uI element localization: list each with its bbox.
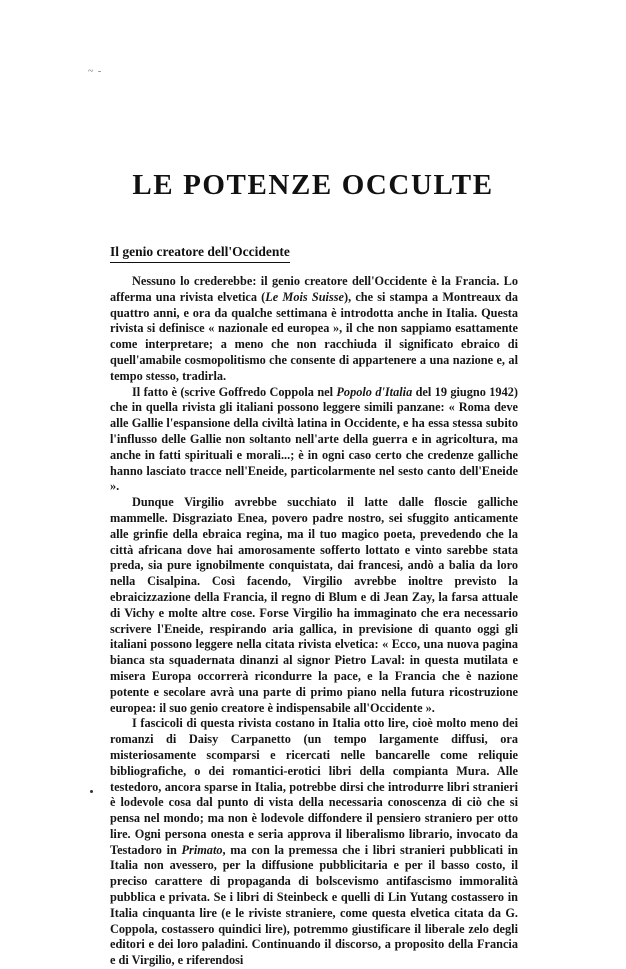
paragraph-2 [110,385,518,496]
italic-title-text: Primato [181,842,223,857]
corner-mark: ~ - [88,66,103,77]
paragraph-text: Dunque Virgilio avrebbe succhiato il latte dalle floscie galliche mammelle. Disgraziato Enea, povero padre nostro, sei sfuggito anticamente alle grinfie della ebraica regina, ma il tuo magico poeta, prevedendo che la città africana dove hai amorosamente sofferto lottato e vinto sarebbe stata preda, sia pure ignobilmente conquistata, dai francesi, andò a balia da loro nella Cisalpina. Così facendo, Virgilio avrebbe inoltre previsto la ebraicizzazione della Francia, il regno di Blum e di Jean Zay, la farsa attuale di Vichy e molte altre cose. Forse Virgilio ha immaginato che era necessario scrivere l'Eneide, respirando aria gallica, in previsione di quanto oggi gli italiani possono leggere nella citata rivista elvetica: « Ecco, una nuova pagina bianca sta squadernata dinanzi al signor Pietro Laval: in questa mutilata e misera Europa occorrerà ricondurre la pace, e la Francia che è nazione potente e secolare avrà una parte di primo piano nella futura ricostruzione europea: il suo genio creatore è indispensabile all'Occidente ». [110,495,518,715]
paragraph-4 [110,716,518,969]
paragraph-text: I fascicoli di questa rivista costano in Italia otto lire, cioè molto meno dei romanzi di Daisy Carpanetto (un tempo largamente diffusi, ora misteriosamente scomparsi e ricercati nelle bancarelle come reliquie bibliografiche, o dei romantici-erotici libri della compianta Mura. Alle testedoro, ancora sparse in Italia, potrebbe dirsi che introdurre libri stranieri è lodevole cosa dal punto di vista della necessaria conoscenza di ciò che si pensa nel mondo; ma non è lodevole diffondere il pensiero straniero per otto lire. Ogni persona onesta e seria approva il liberalismo librario, invocato da Testadoro in [110,716,518,857]
italic-title-text: Popolo d'Italia [336,384,413,399]
margin-dot-mark [90,790,93,793]
italic-title-text: Le Mois Suisse [265,289,344,304]
section-heading: Il genio creatore dell'Occidente [110,244,290,263]
paragraph-text: ), che si stampa a Montreaux da quattro anni, e ora da qualche settimana è introdotta anche in Italia. Questa rivista si definisce « nazionale ed europea », il che non sappiamo esattamente come interpretare; a meno che non racchiuda il significato ebraico di quell'amabile cosmopolitismo che consente di appartenere a una nazione e, al tempo stesso, tradirla. [110,289,518,383]
paragraph-text: , ma con la premessa che i libri stranieri pubblicati in Italia non avessero, per la diffusione pubblicitaria e per il basso costo, il preciso carattere di propaganda di bolscevismo antifascismo immoralità pubblica e privata. Se i libri di Steinbeck e quelli di Lin Yutang costassero in Italia cinquanta lire (e le riviste straniere, come questa elvetica citata da G. Coppola, costassero quindici lire), potremmo giustificare il liberale zelo degli editori e dei loro paladini. Continuando il discorso, a proposito della Francia e di Virgilio, e riferendosi [110,842,518,968]
body-text [110,274,518,969]
paragraph-1 [110,274,518,385]
paragraph-text: Nessuno lo crederebbe: il genio creatore dell'Occidente è la Francia. Lo afferma una rivista elvetica ( [110,274,518,304]
paragraph-text: del 19 giugno 1942) che in quella rivista gli italiani possono leggere simili panzane: « Roma deve alle Gallie l'espansione della civiltà latina in Occidente, e ha essa stessa subito l'influsso delle Gallie non soltanto nell'arte della guerra e in agricoltura, ma anche in fatti spirituali e morali...; è in ogni caso certo che credenze galliche hanno lasciato tracce nell'Eneide, particolarmente nel sesto canto dell'Eneide ». [110,384,518,494]
page-title: LE POTENZE OCCULTE [132,169,494,201]
paragraph-text: Il fatto è (scrive Goffredo Coppola nel [132,384,337,399]
paragraph-3 [110,495,518,716]
